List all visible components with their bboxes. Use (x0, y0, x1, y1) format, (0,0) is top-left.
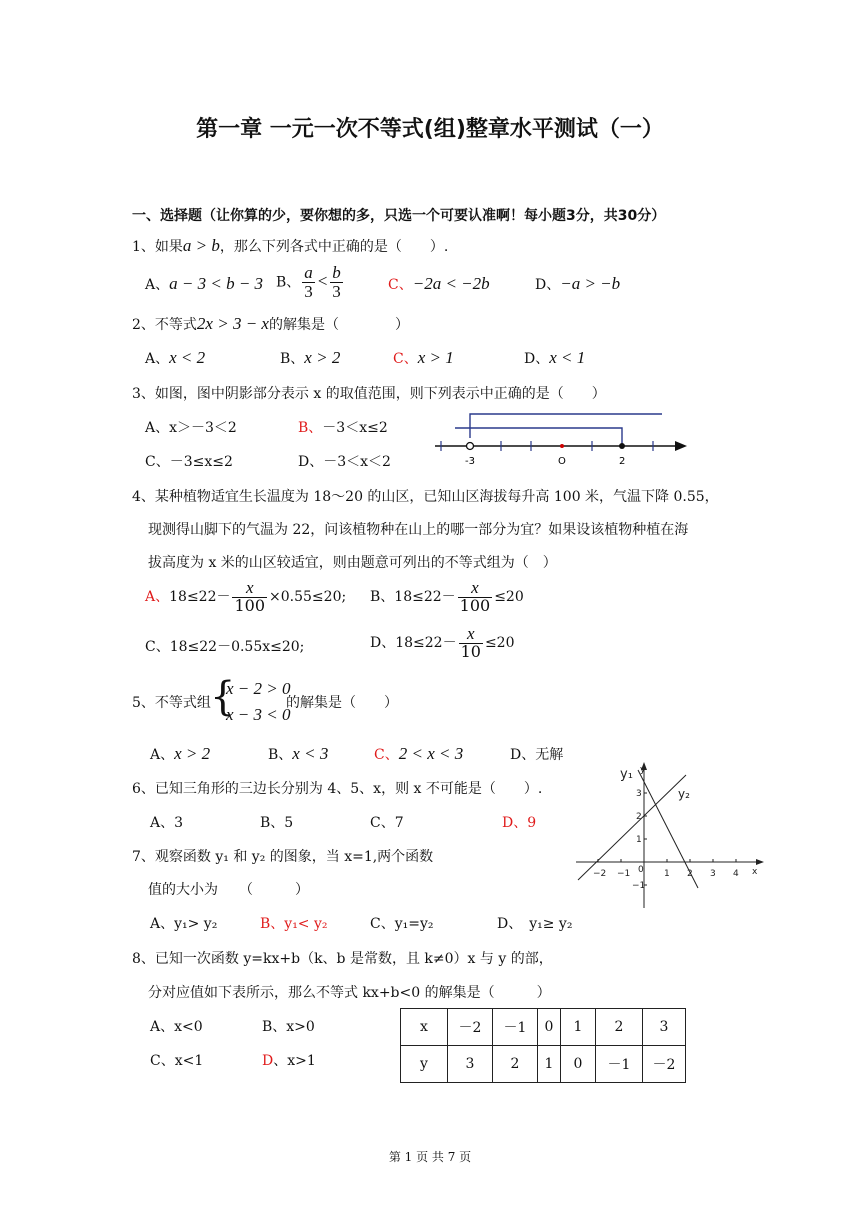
question-6-stem: 6、已知三角形的三边长分别为 4、5、x，则 x 不可能是（ ）. (132, 781, 543, 797)
q4-option-d: D、18≤22－ $\frac{x}{10}$ ≤20 (370, 624, 515, 661)
q6-option-d: D、9 (502, 815, 537, 831)
table-cell: －1 (493, 1009, 538, 1046)
svg-text:1: 1 (636, 835, 642, 845)
svg-text:1: 1 (664, 869, 670, 879)
section-heading: 一、选择题（让你算的少，要你想的多，只选一个可要认准啊！每小题3分，共30分） (132, 208, 666, 224)
svg-text:y: y (640, 765, 646, 775)
q5-option-a: A、x > 2 (150, 744, 211, 763)
line-y2 (578, 775, 686, 880)
q5-option-d: D、无解 (510, 747, 564, 763)
q5-option-c: C、2 < x < 3 (374, 744, 464, 763)
svg-text:3: 3 (636, 789, 642, 799)
svg-text:−2: −2 (593, 869, 607, 879)
label-origin: O (558, 456, 566, 467)
question-7-line2: 值的大小为 （ ） (148, 882, 309, 898)
q6-option-b: B、5 (260, 815, 294, 831)
q1-option-b: B、 $\frac{a}{3}$ < $\frac{b}{3}$ (276, 263, 341, 301)
question-4-line1: 4、某种植物适宜生长温度为 18～20 的山区，已知山区海拔每升高 100 米，气温下降 0.55， (132, 489, 719, 505)
open-circle-neg3 (467, 443, 474, 450)
q7-option-a: A、y₁> y₂ (150, 916, 218, 932)
table-cell: x (401, 1009, 448, 1046)
q4-option-b: B、18≤22－ $\frac{x}{100}$ ≤20 (370, 578, 524, 615)
q6-option-c: C、7 (370, 815, 404, 831)
page-footer: 第 1 页 共 7 页 (388, 1150, 472, 1164)
system-brace: { (210, 674, 236, 720)
range-bracket-left (470, 414, 662, 438)
closed-circle-2 (619, 443, 625, 449)
svg-text:y₁: y₁ (620, 767, 633, 782)
svg-text:y₂: y₂ (678, 787, 690, 801)
q3-option-b: B、－3＜x≤2 (298, 420, 388, 436)
question-7-line1: 7、观察函数 y₁ 和 y₂ 的图象，当 x=1,两个函数 (132, 849, 434, 865)
table-cell: －2 (448, 1009, 493, 1046)
table-cell: 3 (448, 1046, 493, 1083)
page-title: 第一章 一元一次不等式(组)整章水平测试（一） (196, 117, 664, 142)
question-8-line1: 8、已知一次函数 y=kx+b（k、b 是常数，且 k≠0）x 与 y 的部， (132, 951, 553, 967)
q3-option-a: A、x＞－3＜2 (145, 420, 237, 436)
table-cell: 2 (493, 1046, 538, 1083)
table-cell: －1 (596, 1046, 643, 1083)
q2-option-c: C、x > 1 (393, 348, 454, 367)
value-table (400, 1008, 686, 1083)
table-cell: 3 (643, 1009, 686, 1046)
svg-text:2: 2 (687, 869, 693, 879)
q8-option-a: A、x<0 (150, 1019, 203, 1035)
question-5-stem-b: 的解集是（ ） (286, 695, 398, 711)
q6-option-a: A、3 (150, 815, 184, 831)
question-4-line3: 拔高度为 x 米的山区较适宜，则由题意可列出的不等式组为（ ） (148, 555, 557, 571)
svg-text:x: x (752, 867, 758, 877)
table-cell: 0 (561, 1046, 596, 1083)
q1-option-a: A、a − 3 < b − 3 (145, 274, 264, 293)
q1-option-d: D、−a > −b (535, 274, 621, 293)
table-cell: y (401, 1046, 448, 1083)
question-8-line2: 分对应值如下表所示，那么不等式 kx+b<0 的解集是（ ） (148, 985, 551, 1001)
q7-option-c: C、y₁=y₂ (370, 916, 434, 932)
label-neg3: -3 (465, 456, 475, 467)
number-line-figure (425, 408, 695, 468)
q3-option-c: C、－3≤x≤2 (145, 454, 233, 470)
table-row (401, 1009, 686, 1046)
origin-dot (560, 444, 564, 448)
q5-option-b: B、x < 3 (268, 744, 329, 763)
x-arrow-icon (756, 859, 764, 865)
q5-system-line2: x − 3 < 0 (226, 705, 291, 724)
arrow-head-icon (675, 441, 687, 451)
q2-option-d: D、x < 1 (524, 348, 586, 367)
question-4-line2: 现测得山脚下的气温为 22，问该植物种在山上的哪一部分为宜？如果设该植物种植在海 (148, 522, 689, 538)
table-cell: 1 (561, 1009, 596, 1046)
function-graph (576, 760, 766, 910)
q5-system-line1: x − 2 > 0 (226, 679, 291, 698)
table-cell: 2 (596, 1009, 643, 1046)
q2-option-b: B、x > 2 (280, 348, 341, 367)
svg-text:−1: −1 (632, 881, 646, 891)
q8-option-d: D、x>1 (262, 1053, 316, 1069)
q7-option-d: D、 y₁≥ y₂ (497, 916, 573, 932)
table-cell: －2 (643, 1046, 686, 1083)
table-cell: 1 (538, 1046, 561, 1083)
q1-option-c: C、−2a < −2b (388, 274, 490, 293)
question-3-stem: 3、如图，图中阴影部分表示 x 的取值范围，则下列表示中正确的是（ ） (132, 386, 606, 402)
svg-text:−1: −1 (617, 869, 631, 879)
svg-text:4: 4 (733, 869, 739, 879)
table-row (401, 1046, 686, 1083)
question-5-stem-a: 5、不等式组 (132, 695, 211, 711)
q3-option-d: D、－3＜x＜2 (298, 454, 391, 470)
q8-option-b: B、x>0 (262, 1019, 315, 1035)
label-2: 2 (619, 456, 626, 467)
svg-text:2: 2 (636, 812, 642, 822)
svg-text:3: 3 (710, 869, 716, 879)
q2-option-a: A、x < 2 (145, 348, 206, 367)
q4-option-c: C、18≤22－0.55x≤20; (145, 639, 305, 655)
table-cell: 0 (538, 1009, 561, 1046)
q8-option-c: C、x<1 (150, 1053, 204, 1069)
range-bracket-right (455, 428, 622, 446)
q7-option-b: B、y₁< y₂ (260, 916, 328, 932)
question-1-stem: 1、如果a > b，那么下列各式中正确的是（ ）. (132, 236, 449, 255)
svg-text:0: 0 (638, 865, 644, 875)
q4-option-a: A、18≤22－ $\frac{x}{100}$ ×0.55≤20; (145, 578, 347, 615)
question-2-stem: 2、不等式2x > 3 − x的解集是（ ） (132, 314, 409, 333)
